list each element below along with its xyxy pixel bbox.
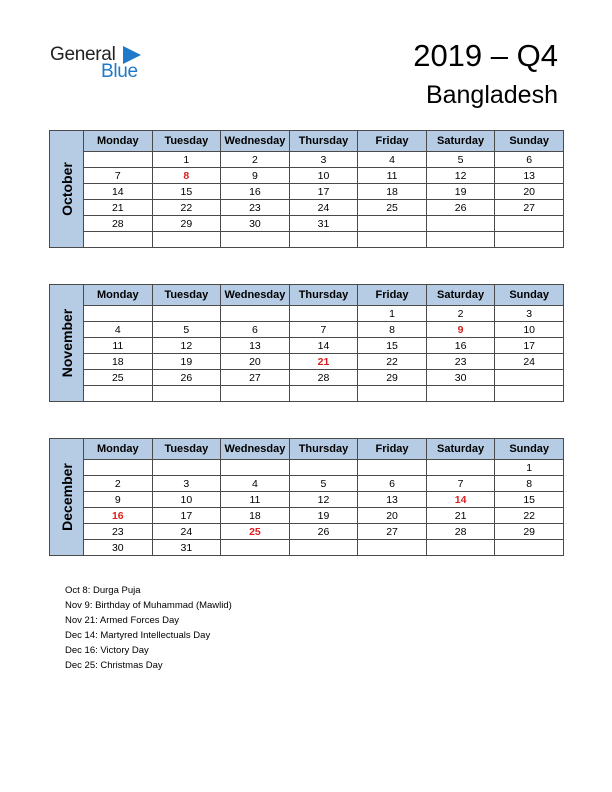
- weekday-header: Monday: [84, 439, 153, 460]
- day-cell: 20: [358, 508, 427, 524]
- day-cell: 30: [84, 540, 153, 556]
- day-cell: [84, 386, 153, 402]
- day-cell: 2: [426, 306, 495, 322]
- holiday-note: Dec 14: Martyred Intellectuals Day: [65, 630, 211, 641]
- day-cell: 15: [152, 184, 221, 200]
- holiday-note: Oct 8: Durga Puja: [65, 585, 141, 596]
- day-cell: 2: [84, 476, 153, 492]
- weekday-header: Tuesday: [152, 285, 221, 306]
- day-cell: [289, 306, 358, 322]
- day-cell: 22: [152, 200, 221, 216]
- day-cell: [495, 540, 564, 556]
- day-cell: 18: [221, 508, 290, 524]
- day-cell: 24: [152, 524, 221, 540]
- week-row: [84, 322, 564, 338]
- day-cell: 26: [426, 200, 495, 216]
- day-cell: [221, 540, 290, 556]
- day-cell: 8: [495, 476, 564, 492]
- day-cell: 18: [84, 354, 153, 370]
- day-cell: 20: [221, 354, 290, 370]
- week-row: [84, 460, 564, 476]
- month-label-cell: [49, 284, 84, 402]
- week-row: [84, 492, 564, 508]
- day-cell: [221, 460, 290, 476]
- day-cell: 2: [221, 152, 290, 168]
- holiday-note: Nov 9: Birthday of Muhammad (Mawlid): [65, 600, 232, 611]
- weekday-header: Friday: [358, 285, 427, 306]
- week-row: [84, 184, 564, 200]
- day-cell: [426, 232, 495, 248]
- weekday-header: Thursday: [289, 439, 358, 460]
- day-cell: [495, 386, 564, 402]
- weekday-header: Sunday: [495, 131, 564, 152]
- week-row: [84, 508, 564, 524]
- day-cell: 6: [495, 152, 564, 168]
- day-cell: [152, 460, 221, 476]
- weekday-header: Friday: [358, 131, 427, 152]
- day-cell: 10: [152, 492, 221, 508]
- day-cell: 30: [426, 370, 495, 386]
- day-cell: 6: [358, 476, 427, 492]
- day-cell: 1: [152, 152, 221, 168]
- day-cell: 5: [426, 152, 495, 168]
- weekday-header-row: [84, 439, 564, 460]
- week-row: [84, 338, 564, 354]
- day-cell: 5: [289, 476, 358, 492]
- week-row: [84, 306, 564, 322]
- day-cell: 28: [84, 216, 153, 232]
- day-cell: 9: [84, 492, 153, 508]
- weekday-header-row: [84, 285, 564, 306]
- weekday-header: Saturday: [426, 439, 495, 460]
- day-cell: 14: [84, 184, 153, 200]
- holiday-day-cell: 14: [426, 492, 495, 508]
- month-name: December: [58, 463, 75, 531]
- week-row: [84, 354, 564, 370]
- day-cell: 23: [426, 354, 495, 370]
- day-cell: 13: [495, 168, 564, 184]
- day-cell: [426, 540, 495, 556]
- day-cell: 27: [221, 370, 290, 386]
- calendar-table: [83, 284, 564, 402]
- day-cell: [358, 386, 427, 402]
- logo-blue-text: Blue: [101, 61, 138, 82]
- day-cell: [289, 386, 358, 402]
- day-cell: 27: [495, 200, 564, 216]
- holiday-note: Dec 16: Victory Day: [65, 645, 149, 656]
- month-label-cell: [49, 438, 84, 556]
- day-cell: [289, 540, 358, 556]
- weekday-header: Saturday: [426, 131, 495, 152]
- weekday-header: Tuesday: [152, 439, 221, 460]
- day-cell: 3: [152, 476, 221, 492]
- day-cell: 29: [152, 216, 221, 232]
- week-row: [84, 386, 564, 402]
- day-cell: 17: [289, 184, 358, 200]
- week-row: [84, 200, 564, 216]
- holiday-note: Dec 25: Christmas Day: [65, 660, 163, 671]
- day-cell: [426, 216, 495, 232]
- day-cell: [495, 370, 564, 386]
- weekday-header: Monday: [84, 131, 153, 152]
- day-cell: 13: [221, 338, 290, 354]
- day-cell: [495, 232, 564, 248]
- month-name: October: [58, 162, 75, 216]
- day-cell: [358, 232, 427, 248]
- day-cell: 8: [358, 322, 427, 338]
- day-cell: [358, 216, 427, 232]
- day-cell: [84, 152, 153, 168]
- holiday-note: Nov 21: Armed Forces Day: [65, 615, 180, 626]
- day-cell: 4: [84, 322, 153, 338]
- day-cell: 21: [426, 508, 495, 524]
- country-name: Bangladesh: [425, 81, 558, 109]
- holiday-day-cell: 21: [289, 354, 358, 370]
- day-cell: 27: [358, 524, 427, 540]
- day-cell: 17: [495, 338, 564, 354]
- day-cell: [495, 216, 564, 232]
- day-cell: [426, 386, 495, 402]
- day-cell: 24: [495, 354, 564, 370]
- day-cell: 4: [358, 152, 427, 168]
- weekday-header: Friday: [358, 439, 427, 460]
- week-row: [84, 232, 564, 248]
- day-cell: 25: [84, 370, 153, 386]
- day-cell: [289, 460, 358, 476]
- day-cell: 15: [358, 338, 427, 354]
- month-label-cell: [49, 130, 84, 248]
- day-cell: 21: [84, 200, 153, 216]
- day-cell: 14: [289, 338, 358, 354]
- day-cell: 6: [221, 322, 290, 338]
- day-cell: 30: [221, 216, 290, 232]
- day-cell: 13: [358, 492, 427, 508]
- weekday-header: Saturday: [426, 285, 495, 306]
- day-cell: 12: [426, 168, 495, 184]
- calendar-table: [83, 130, 564, 248]
- day-cell: 22: [495, 508, 564, 524]
- weekday-header: Sunday: [495, 285, 564, 306]
- weekday-header: Thursday: [289, 131, 358, 152]
- day-cell: 11: [84, 338, 153, 354]
- day-cell: 24: [289, 200, 358, 216]
- day-cell: 25: [358, 200, 427, 216]
- day-cell: 7: [426, 476, 495, 492]
- logo-general-text: General: [50, 44, 116, 65]
- day-cell: [221, 306, 290, 322]
- day-cell: 28: [289, 370, 358, 386]
- day-cell: 26: [152, 370, 221, 386]
- day-cell: 1: [358, 306, 427, 322]
- week-row: [84, 524, 564, 540]
- day-cell: 29: [495, 524, 564, 540]
- week-row: [84, 216, 564, 232]
- day-cell: [358, 540, 427, 556]
- day-cell: 11: [221, 492, 290, 508]
- holiday-day-cell: 8: [152, 168, 221, 184]
- day-cell: [221, 386, 290, 402]
- week-row: [84, 476, 564, 492]
- day-cell: 28: [426, 524, 495, 540]
- day-cell: [152, 306, 221, 322]
- day-cell: 19: [152, 354, 221, 370]
- holiday-day-cell: 25: [221, 524, 290, 540]
- day-cell: 15: [495, 492, 564, 508]
- day-cell: 23: [84, 524, 153, 540]
- day-cell: [289, 232, 358, 248]
- day-cell: 5: [152, 322, 221, 338]
- day-cell: [84, 460, 153, 476]
- weekday-header: Sunday: [495, 439, 564, 460]
- month-name: November: [58, 308, 75, 378]
- weekday-header-row: [84, 131, 564, 152]
- day-cell: [221, 232, 290, 248]
- day-cell: 23: [221, 200, 290, 216]
- day-cell: 11: [358, 168, 427, 184]
- day-cell: 18: [358, 184, 427, 200]
- day-cell: 16: [221, 184, 290, 200]
- day-cell: 16: [426, 338, 495, 354]
- holiday-day-cell: 9: [426, 322, 495, 338]
- holiday-notes: [65, 583, 232, 673]
- weekday-header: Tuesday: [152, 131, 221, 152]
- day-cell: [84, 232, 153, 248]
- holiday-day-cell: 16: [84, 508, 153, 524]
- calendar-table: [83, 438, 564, 556]
- weekday-header: Wednesday: [221, 285, 290, 306]
- day-cell: 19: [289, 508, 358, 524]
- week-row: [84, 540, 564, 556]
- day-cell: 1: [495, 460, 564, 476]
- generalblue-logo: [50, 44, 160, 84]
- day-cell: 7: [84, 168, 153, 184]
- day-cell: [152, 232, 221, 248]
- day-cell: 10: [495, 322, 564, 338]
- day-cell: 29: [358, 370, 427, 386]
- day-cell: [358, 460, 427, 476]
- day-cell: 17: [152, 508, 221, 524]
- day-cell: 10: [289, 168, 358, 184]
- day-cell: 4: [221, 476, 290, 492]
- day-cell: 9: [221, 168, 290, 184]
- weekday-header: Wednesday: [221, 131, 290, 152]
- day-cell: 22: [358, 354, 427, 370]
- day-cell: 19: [426, 184, 495, 200]
- week-row: [84, 370, 564, 386]
- day-cell: 26: [289, 524, 358, 540]
- week-row: [84, 168, 564, 184]
- week-row: [84, 152, 564, 168]
- day-cell: 3: [495, 306, 564, 322]
- day-cell: 7: [289, 322, 358, 338]
- day-cell: [152, 386, 221, 402]
- weekday-header: Monday: [84, 285, 153, 306]
- day-cell: 20: [495, 184, 564, 200]
- day-cell: 31: [289, 216, 358, 232]
- day-cell: 12: [152, 338, 221, 354]
- day-cell: 31: [152, 540, 221, 556]
- weekday-header: Wednesday: [221, 439, 290, 460]
- page-title: 2019 – Q4: [413, 38, 558, 73]
- weekday-header: Thursday: [289, 285, 358, 306]
- day-cell: 3: [289, 152, 358, 168]
- day-cell: [426, 460, 495, 476]
- day-cell: 12: [289, 492, 358, 508]
- day-cell: [84, 306, 153, 322]
